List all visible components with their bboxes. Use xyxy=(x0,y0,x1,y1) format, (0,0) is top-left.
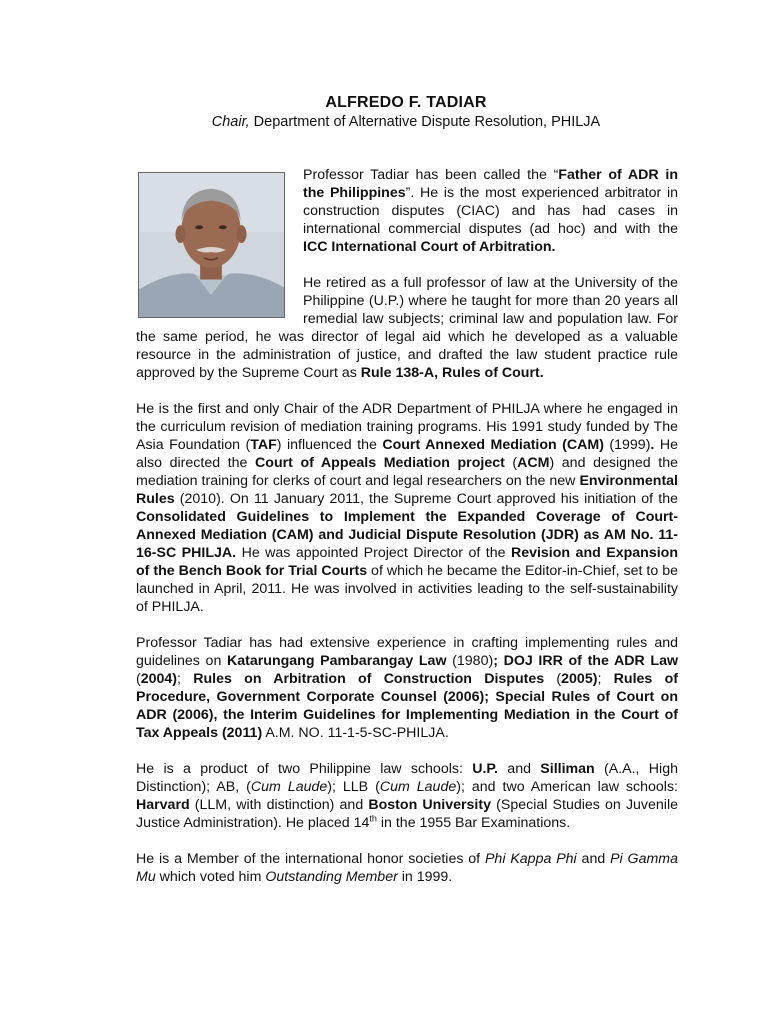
text-run: ); LLB ( xyxy=(327,779,380,795)
paragraph-3 xyxy=(136,400,678,616)
text-run: Consolidated Guidelines to Implement the Expanded Coverage of Court-Annexed Mediation (CAM) and Judicial Dispute Resolution (JDR) as AM No. 11-16-SC PHILJA. xyxy=(136,509,678,561)
document-subtitle xyxy=(0,114,768,130)
paragraph-4 xyxy=(136,634,678,742)
text-run: ; xyxy=(177,671,194,687)
text-run: Rule 138-A, Rules of Court. xyxy=(360,365,544,381)
text-run: ) influenced the xyxy=(276,437,383,453)
text-run: ( xyxy=(504,455,518,471)
text-run: Outstanding Member xyxy=(265,869,398,885)
text-run: 2004) xyxy=(140,671,178,687)
text-run: Professor Tadiar has been called the “ xyxy=(303,167,559,183)
text-run: . xyxy=(650,437,655,453)
text-run: Court Annexed Mediation (CAM) xyxy=(382,437,604,453)
text-run: in the 1955 Bar Examinations. xyxy=(376,815,571,831)
text-run: He is the first and only Chair of the ADR Department of PHILJA where he engaged in the curriculum revision of mediation training programs. His 1991 study funded by The Asia Foundation ( xyxy=(136,401,678,453)
text-run: ); and two American law schools: xyxy=(456,779,678,795)
text-run: (Special Studies on Juvenile Justice Administration). He placed 14 xyxy=(136,797,679,831)
text-run: Boston University xyxy=(368,797,491,813)
text-run: Professor Tadiar has had extensive experience in crafting implementing rules and guidelines on xyxy=(136,635,678,669)
text-run: He retired as a full professor of law at the University of the Philippine (U.P.) where he taught for more than 20 years all remedial law subjects; criminal law and population law. For the same period, he was director of legal aid which he developed as a valuable resource in the administration of justice, and drafted the law student practice rule approved by the Supreme Court as xyxy=(136,275,678,381)
text-run: 2005) xyxy=(561,671,598,687)
text-run: TAF xyxy=(250,437,277,453)
text-run: Revision and Expansion of the Bench Book for Trial Courts xyxy=(136,545,678,579)
text-run: (2010). On 11 January 2011, the Supreme Court approved his initiation of the xyxy=(174,491,678,507)
text-run: ; DOJ IRR of the ADR Law xyxy=(493,653,678,669)
text-run: Rules of Procedure, Government Corporate Counsel (2006); Special Rules of Court on ADR (2006), the Interim Guidelines for Implementing Mediation in the Court of Tax Appeals (2011) xyxy=(136,671,678,741)
text-run: Father of ADR in the Philippines xyxy=(303,167,678,201)
text-run: ”. He is the most experienced arbitrator in construction disputes (CIAC) and has had cases in international commercial disputes (ad hoc) and with the xyxy=(303,185,678,237)
text-run: which voted him xyxy=(155,869,266,885)
text-run: He was appointed Project Director of the xyxy=(236,545,511,561)
text-run: Court of Appeals Mediation project xyxy=(255,455,505,471)
text-run: Harvard xyxy=(136,797,190,813)
text-run: Environmental Rules xyxy=(136,473,678,507)
text-run: ; xyxy=(597,671,614,687)
text-run: ( xyxy=(136,671,141,687)
text-run: Katarungang Pambarangay Law xyxy=(227,653,447,669)
text-run: A.M. NO. 11-1-5-SC-PHILJA. xyxy=(262,725,449,741)
paragraph-5 xyxy=(136,760,678,832)
text-run: of which he became the Editor-in-Chief, set to be launched in April, 2011. He was involved in activities leading to the self-sustainability of PHILJA. xyxy=(136,563,678,615)
text-run: He is a product of two Philippine law schools: xyxy=(136,761,473,777)
text-run: ICC International Court of Arbitration. xyxy=(303,239,556,255)
text-run: Silliman xyxy=(540,761,595,777)
subtitle-department: Department of Alternative Dispute Resolution, PHILJA xyxy=(249,114,601,130)
text-run: Pi Gamma Mu xyxy=(136,851,678,885)
text-run: (1999) xyxy=(603,437,651,453)
paragraph-6 xyxy=(136,850,678,886)
portrait-photo xyxy=(138,172,285,318)
text-run: (1980) xyxy=(446,653,494,669)
text-run: in 1999. xyxy=(397,869,453,885)
text-run: Cum Laude xyxy=(250,779,328,795)
text-run: Rules on Arbitration of Construction Disputes xyxy=(193,671,545,687)
text-run: ( xyxy=(544,671,562,687)
text-run: and xyxy=(576,851,611,867)
text-run: and xyxy=(497,761,541,777)
text-run: Phi Kappa Phi xyxy=(484,851,577,867)
text-run: (LLM, with distinction) and xyxy=(189,797,369,813)
text-run: (A.A., High Distinction); AB, ( xyxy=(136,761,678,795)
text-run: ACM xyxy=(517,455,550,471)
text-run: He also directed the xyxy=(136,437,678,471)
text-run: U.P. xyxy=(472,761,498,777)
text-run: th xyxy=(369,813,377,824)
document-title: ALFREDO F. TADIAR xyxy=(325,94,487,111)
text-run: He is a Member of the international honor societies of xyxy=(136,851,485,867)
text-run: Cum Laude xyxy=(379,779,457,795)
biography-body xyxy=(136,166,678,904)
text-run: ) and designed the mediation training for clerks of court and legal researchers on the new xyxy=(136,455,678,489)
subtitle-role: Chair, xyxy=(211,114,250,130)
